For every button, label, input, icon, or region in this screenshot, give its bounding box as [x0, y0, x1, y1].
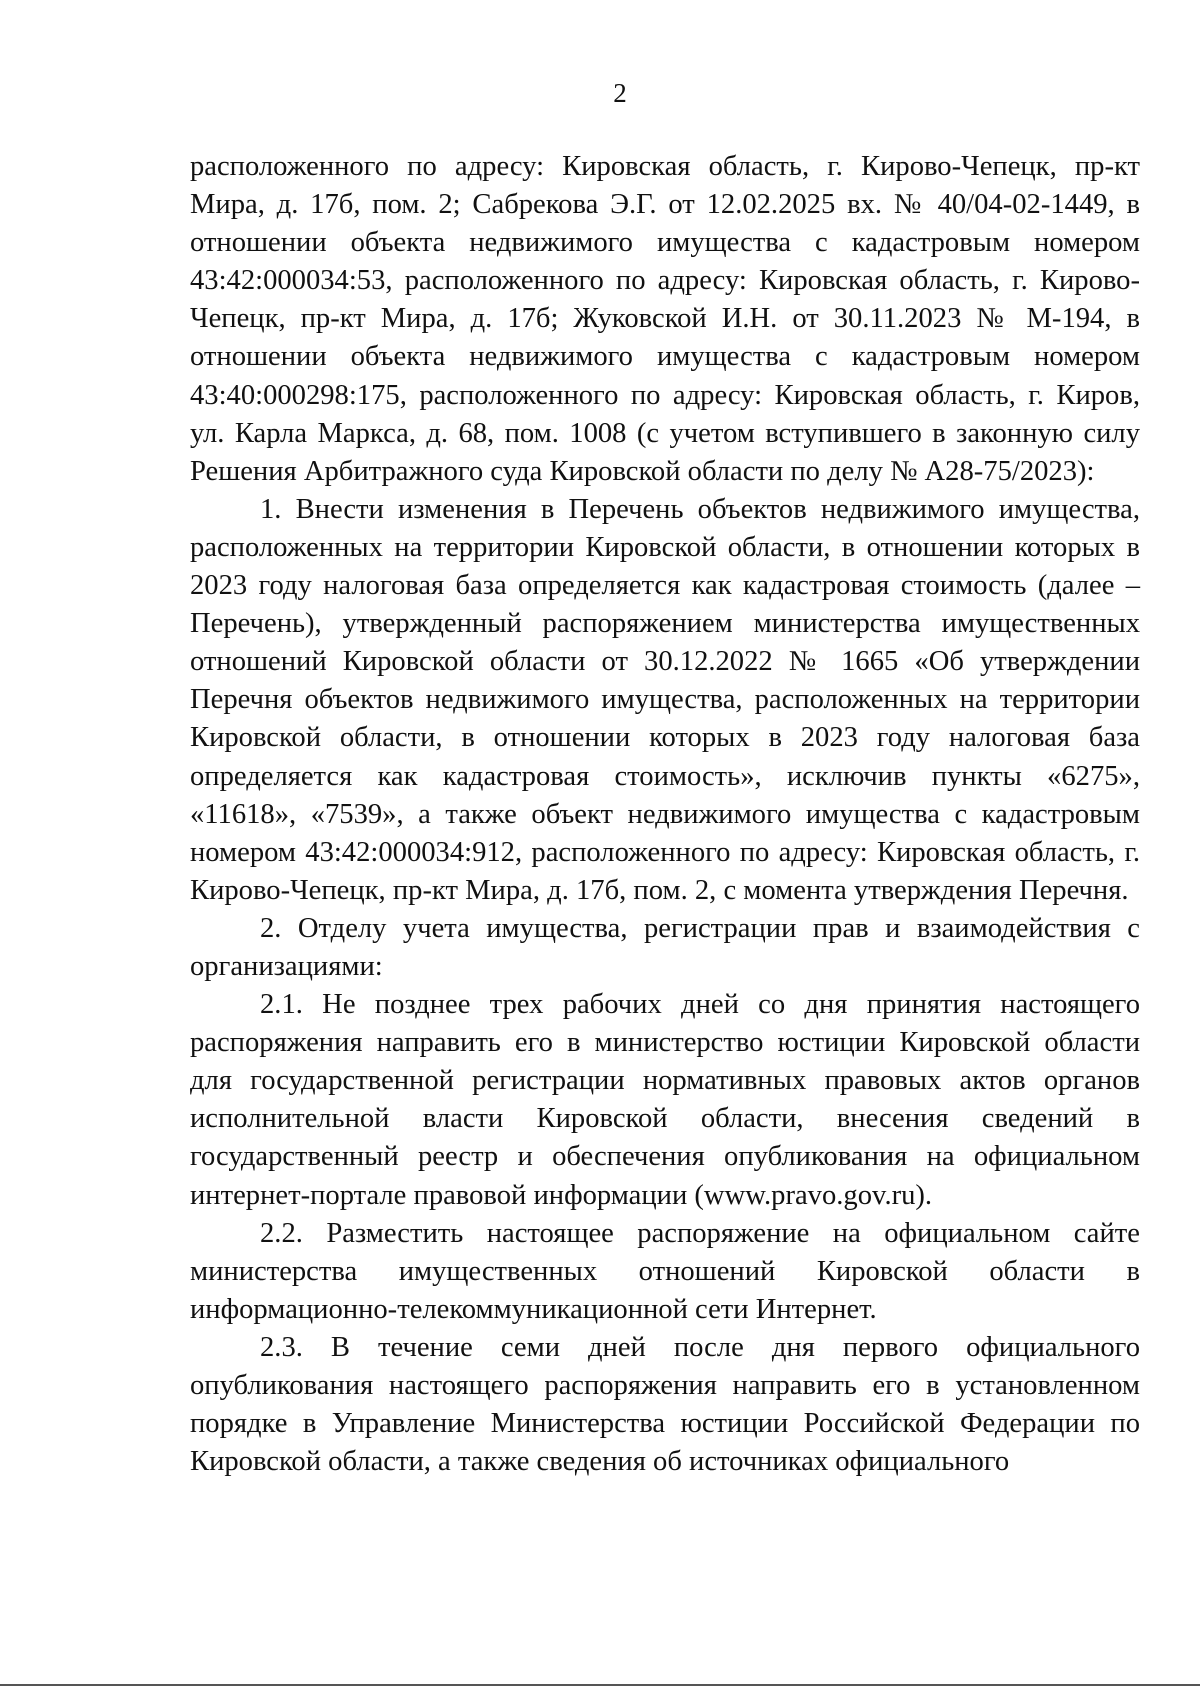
document-body [190, 148, 1140, 1481]
page-number: 2 [613, 78, 627, 108]
scan-edge-line [0, 1684, 1200, 1686]
paragraph-item-1: 1. Внести изменения в Перечень объектов недвижимого имущества, расположенных на территории Кировской области, в отношении которых в 2023 году налоговая база определяется как кадастровая стоимость (далее – Перечень), утвержденный распоряжением министерства имущественных отношений Кировской области от 30.12.2022 № 1665 «Об утверждении Перечня объектов недвижимого имущества, расположенных на территории Кировской области, в отношении которых в 2023 году налоговая база определяется как кадастровая стоимость», исключив пункты «6275», «11618», «7539», а также объект недвижимого имущества с кадастровым номером 43:42:000034:912, расположенного по адресу: Кировская область, г. Кирово-Чепецк, пр-кт Мира, д. 17б, пом. 2, с момента утверждения Перечня. [190, 493, 1140, 906]
paragraph-item-2-1: 2.1. Не позднее трех рабочих дней со дня принятия настоящего распоряжения направить его в министерство юстиции Кировской области для государственной регистрации нормативных правовых актов органов исполнительной власти Кировской области, внесения сведений в государственный реестр и обеспечения опубликования на официальном интернет-портале правовой информации (www.pravo.gov.ru). [190, 989, 1140, 1211]
paragraph-continuation: расположенного по адресу: Кировская область, г. Кирово-Чепецк, пр-кт Мира, д. 17б, пом. 2; Сабрекова Э.Г. от 12.02.2025 вх. № 40/04-02-1449, в отношении объекта недвижимого имущества с кадастровым номером 43:42:000034:53, расположенного по адресу: Кировская область, г. Кирово-Чепецк, пр-кт Мира, д. 17б; Жуковской И.Н. от 30.11.2023 № М-194, в отношении объекта недвижимого имущества с кадастровым номером 43:40:000298:175, расположенного по адресу: Кировская область, г. Киров, ул. Карла Маркса, д. 68, пом. 1008 (с учетом вступившего в законную силу Решения Арбитражного суда Кировской области по делу № А28-75/2023): [190, 151, 1140, 487]
paragraph-item-2-3: 2.3. В течение семи дней после дня первого официального опубликования настоящего распоряжения направить его в установленном порядке в Управление Министерства юстиции Российской Федерации по Кировской области, а также сведения об источниках официального [190, 1331, 1140, 1478]
paragraph-item-2: 2. Отделу учета имущества, регистрации прав и взаимодействия с организациями: [190, 912, 1140, 982]
paragraph-item-2-2: 2.2. Разместить настоящее распоряжение на официальном сайте министерства имущественных отношений Кировской области в информационно-телекоммуникационной сети Интернет. [190, 1217, 1140, 1325]
